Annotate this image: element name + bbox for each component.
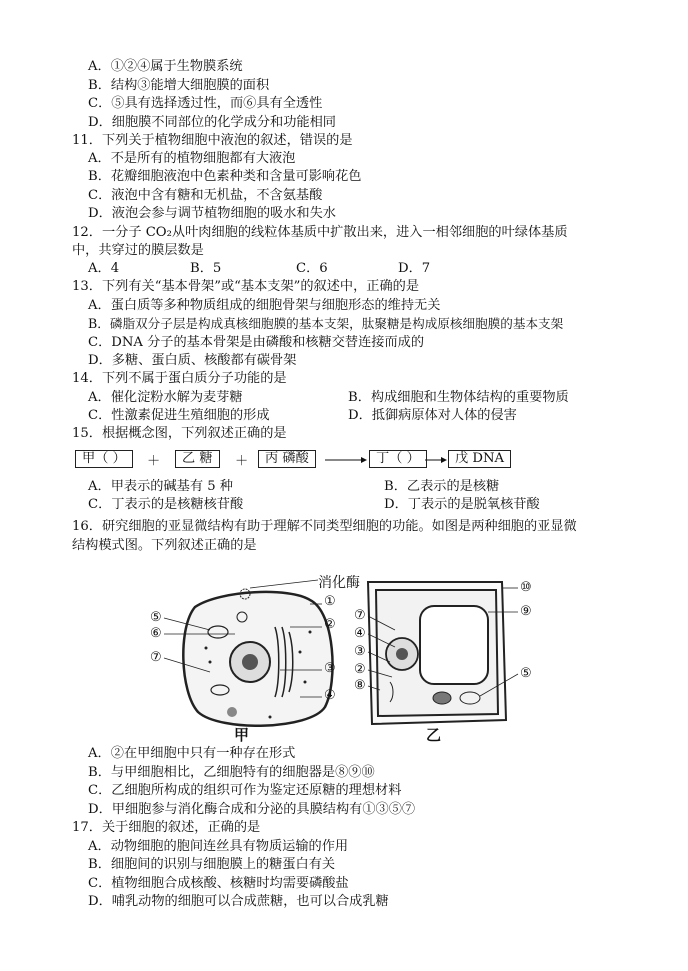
q16-option-c: C．乙细胞所构成的组织可作为鉴定还原糖的理想材料 bbox=[88, 783, 402, 798]
concept-box-ding: 丁（ ） bbox=[369, 450, 427, 468]
q17-option-a: A．动物细胞的胞间连丝具有物质运输的作用 bbox=[88, 839, 349, 854]
q15-option-a: A．甲表示的碱基有 5 种 bbox=[88, 479, 233, 494]
q10-option-c: C．⑤具有选择透过性，而⑥具有全透性 bbox=[88, 96, 323, 111]
q16-option-b: B．与甲细胞相比，乙细胞特有的细胞器是⑧⑨⑩ bbox=[88, 765, 375, 780]
concept-box-wu: 戊 DNA bbox=[448, 450, 511, 468]
concept-map bbox=[75, 450, 515, 472]
label-digestive-enzyme: 消化酶 bbox=[318, 575, 360, 591]
q10-option-d: D．细胞膜不同部位的化学成分和功能相同 bbox=[88, 115, 336, 130]
q16-stem-cont: 结构模式图。下列叙述正确的是 bbox=[72, 538, 257, 553]
label-cell-jia: 甲 bbox=[234, 726, 250, 744]
label-num: ⑦ bbox=[354, 608, 366, 623]
label-num: ④ bbox=[354, 626, 366, 641]
q11-option-d: D．液泡会参与调节植物细胞的吸水和失水 bbox=[88, 206, 336, 221]
label-num: ③ bbox=[354, 644, 366, 659]
q17-stem: 17．关于细胞的叙述，正确的是 bbox=[72, 820, 261, 835]
q14-stem: 14．下列不属于蛋白质分子功能的是 bbox=[72, 371, 287, 386]
label-num: ③ bbox=[324, 661, 336, 676]
q17-option-b: B．细胞间的识别与细胞膜上的糖蛋白有关 bbox=[88, 857, 336, 872]
q11-option-a: A．不是所有的植物细胞都有大液泡 bbox=[88, 151, 296, 166]
label-num: ① bbox=[324, 594, 336, 609]
label-cell-yi: 乙 bbox=[426, 726, 442, 744]
label-num: ② bbox=[324, 617, 336, 632]
arrow-right-icon bbox=[325, 456, 367, 464]
label-num: ⑧ bbox=[354, 678, 366, 693]
q15-option-b: B．乙表示的是核糖 bbox=[384, 479, 500, 494]
concept-box-bing: 丙 磷酸 bbox=[258, 450, 316, 468]
q12-option-a: A．4 bbox=[88, 261, 120, 276]
label-num: ② bbox=[354, 662, 366, 677]
q11-option-b: B．花瓣细胞液泡中色素种类和含量可影响花色 bbox=[88, 169, 362, 184]
q14-option-c: C．性激素促进生殖细胞的形成 bbox=[88, 408, 270, 423]
q11-option-c: C．液泡中含有糖和无机盐，不含氨基酸 bbox=[88, 188, 323, 203]
label-num: ④ bbox=[324, 688, 336, 703]
q13-option-b: B．磷脂双分子层是构成真核细胞膜的基本支架，肽聚糖是构成原核细胞膜的基本支架 bbox=[88, 316, 564, 331]
q10-option-a: A．①②④属于生物膜系统 bbox=[88, 59, 243, 74]
q15-option-c: C．丁表示的是核糖核苷酸 bbox=[88, 497, 244, 512]
q16-option-d: D．甲细胞参与消化酶合成和分泌的具膜结构有①③⑤⑦ bbox=[88, 802, 416, 817]
plus-sign: ＋ bbox=[235, 454, 249, 469]
q13-option-c: C．DNA 分子的基本骨架是由磷酸和核糖交替连接而成的 bbox=[88, 335, 425, 350]
cell-structure-diagram bbox=[150, 572, 540, 742]
animal-cell bbox=[164, 580, 333, 726]
q14-option-b: B．构成细胞和生物体结构的重要物质 bbox=[348, 390, 569, 405]
q15-option-d: D．丁表示的是脱氧核苷酸 bbox=[384, 497, 540, 512]
label-num: ⑦ bbox=[150, 650, 162, 665]
cell-diagram-svg bbox=[150, 572, 540, 742]
plus-sign: ＋ bbox=[147, 454, 161, 469]
label-num: ⑨ bbox=[520, 604, 532, 619]
q14-option-a: A．催化淀粉水解为麦芽糖 bbox=[88, 390, 243, 405]
q13-option-d: D．多糖、蛋白质、核酸都有碳骨架 bbox=[88, 353, 297, 368]
q16-stem: 16．研究细胞的亚显微结构有助于理解不同类型细胞的功能。如图是两种细胞的亚显微 bbox=[72, 519, 577, 534]
label-num: ⑤ bbox=[520, 666, 532, 681]
concept-box-yi: 乙 糖 bbox=[175, 450, 220, 468]
q10-option-b: B．结构③能增大细胞膜的面积 bbox=[88, 78, 270, 93]
label-num: ⑥ bbox=[150, 626, 162, 641]
q14-option-d: D．抵御病原体对人体的侵害 bbox=[348, 408, 517, 423]
concept-box-jia: 甲（ ） bbox=[75, 450, 133, 468]
q16-option-a: A．②在甲细胞中只有一种存在形式 bbox=[88, 746, 296, 761]
q13-stem: 13．下列有关“基本骨架”或“基本支架”的叙述中，正确的是 bbox=[72, 279, 420, 294]
q17-option-c: C．植物细胞合成核酸、核糖时均需要磷酸盐 bbox=[88, 876, 349, 891]
q12-stem-cont: 中，共穿过的膜层数是 bbox=[72, 243, 204, 258]
q15-stem: 15．根据概念图，下列叙述正确的是 bbox=[72, 426, 287, 441]
plant-cell bbox=[368, 582, 518, 724]
q12-option-b: B．5 bbox=[190, 261, 222, 276]
q12-option-d: D．7 bbox=[398, 261, 431, 276]
q11-stem: 11．下列关于植物细胞中液泡的叙述，错误的是 bbox=[72, 133, 353, 148]
q12-stem: 12．一分子 CO₂从叶肉细胞的线粒体基质中扩散出来，进入一相邻细胞的叶绿体基质 bbox=[72, 225, 568, 240]
label-num: ⑩ bbox=[520, 580, 532, 595]
label-num: ⑤ bbox=[150, 610, 162, 625]
arrow-right-icon bbox=[425, 456, 447, 464]
q13-option-a: A．蛋白质等多种物质组成的细胞骨架与细胞形态的维持无关 bbox=[88, 298, 441, 313]
q12-option-c: C．6 bbox=[296, 261, 328, 276]
q17-option-d: D．哺乳动物的细胞可以合成蔗糖，也可以合成乳糖 bbox=[88, 894, 389, 909]
